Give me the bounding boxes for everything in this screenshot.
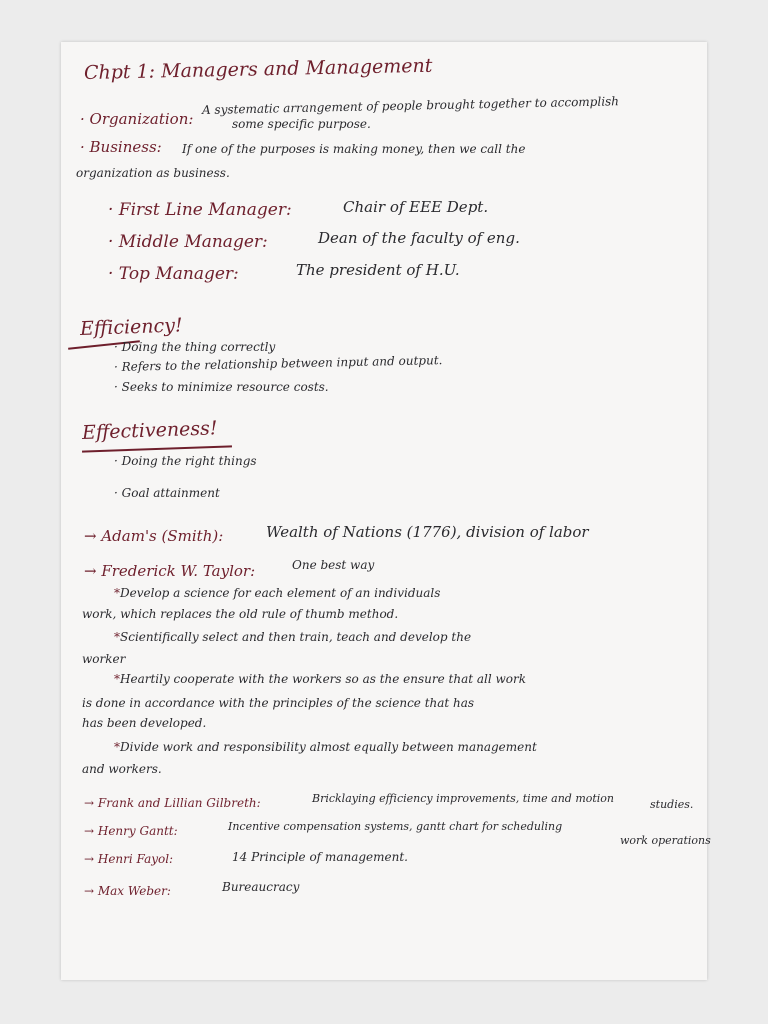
first-line-manager-label: · First Line Manager: (108, 200, 292, 220)
gilbreth-contribution-extra: studies. (650, 798, 694, 811)
effectiveness-heading: Effectiveness! (81, 417, 218, 444)
efficiency-heading: Efficiency! (79, 314, 183, 340)
effectiveness-item-2: · Goal attainment (114, 486, 220, 500)
effectiveness-item-1: · Doing the right things (114, 454, 257, 468)
taylor-principle-4a (114, 740, 537, 754)
weber-label: → Max Weber: (84, 884, 171, 898)
gilbreth-contribution: Bricklaying efficiency improvements, time and motion (312, 792, 615, 805)
taylor-principle-3c: has been developed. (82, 716, 207, 730)
star-marker: * (114, 740, 120, 754)
taylor-principle-2b: worker (82, 652, 126, 666)
taylor-principle-2a-text: Scientifically select and then train, teach and develop the (120, 630, 472, 644)
organization-definition-line-2: some specific purpose. (232, 117, 371, 131)
taylor-principle-1a-text: Develop a science for each element of an individuals (120, 586, 441, 600)
page-title: Chpt 1: Managers and Management (83, 54, 433, 84)
gantt-contribution: Incentive compensation systems, gantt chart for scheduling (228, 820, 563, 833)
top-manager-example: The president of H.U. (296, 261, 460, 279)
taylor-principle-3a-text: Heartily cooperate with the workers so as the ensure that all work (120, 672, 527, 686)
taylor-principle-1b: work, which replaces the old rule of thumb method. (82, 607, 399, 621)
business-definition-line-2: organization as business. (76, 166, 230, 180)
adam-smith-label: → Adam's (Smith): (84, 527, 224, 545)
notebook-page (61, 42, 707, 980)
middle-manager-example: Dean of the faculty of eng. (318, 229, 520, 247)
star-marker: * (114, 586, 120, 600)
taylor-principle-3a (114, 672, 526, 686)
business-definition-line-1: If one of the purposes is making money, then we call the (182, 142, 526, 156)
gilbreth-label: → Frank and Lillian Gilbreth: (84, 796, 261, 810)
star-marker: * (114, 630, 120, 644)
star-marker: * (114, 672, 120, 686)
adam-smith-contribution: Wealth of Nations (1776), division of labor (266, 523, 589, 541)
taylor-label: → Frederick W. Taylor: (84, 562, 256, 580)
fayol-label: → Henri Fayol: (84, 852, 174, 866)
gantt-label: → Henry Gantt: (84, 824, 178, 838)
top-manager-label: · Top Manager: (108, 264, 239, 284)
middle-manager-label: · Middle Manager: (108, 232, 268, 252)
fayol-contribution: 14 Principle of management. (232, 850, 408, 864)
first-line-manager-example: Chair of EEE Dept. (343, 198, 489, 216)
taylor-principle-2a (114, 630, 471, 644)
taylor-principle-4b: and workers. (82, 762, 162, 776)
organization-label: · Organization: (80, 110, 194, 128)
organization-definition-line-1: A systematic arrangement of people brought together to accomplish (201, 94, 620, 117)
efficiency-item-1: · Doing the thing correctly (114, 340, 276, 354)
efficiency-item-3: · Seeks to minimize resource costs. (114, 380, 329, 394)
taylor-principle-4a-text: Divide work and responsibility almost equally between management (120, 740, 537, 754)
taylor-principle-3b: is done in accordance with the principles of the science that has (82, 696, 475, 710)
taylor-contribution: One best way (292, 558, 375, 572)
gantt-contribution-extra: work operations (620, 834, 711, 847)
business-label: · Business: (80, 138, 162, 156)
efficiency-item-2: · Refers to the relationship between input and output. (113, 353, 443, 374)
weber-contribution: Bureaucracy (222, 880, 300, 894)
taylor-principle-1a (114, 586, 440, 600)
